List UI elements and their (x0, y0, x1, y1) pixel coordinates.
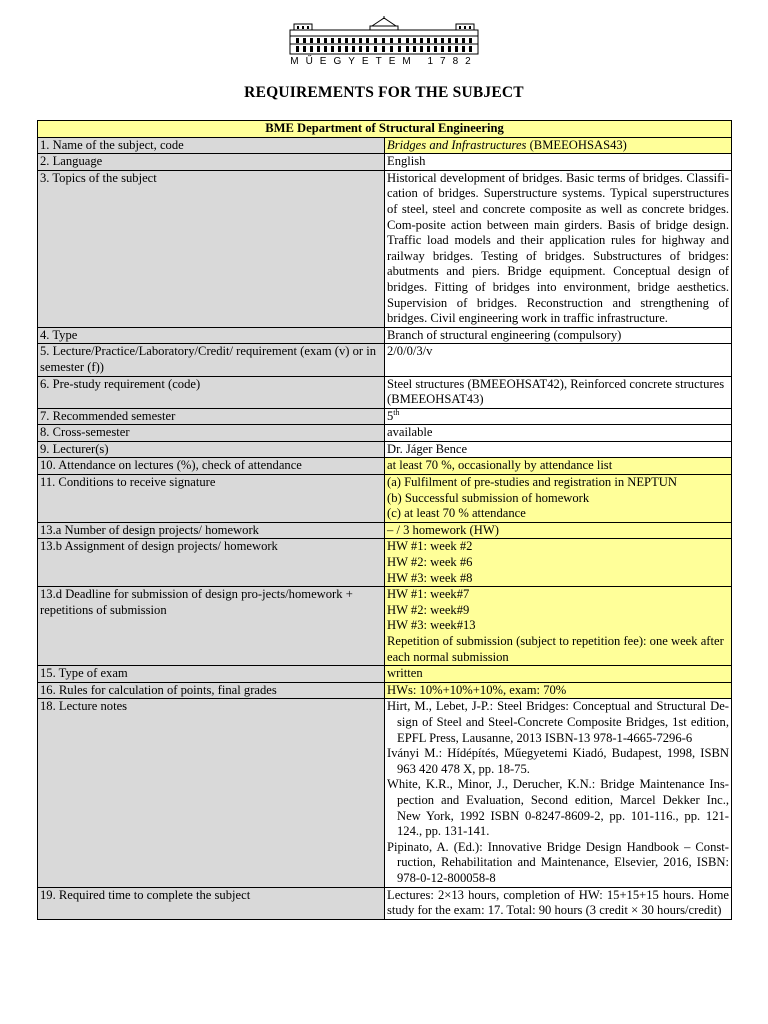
row-label: 19. Required time to complete the subject (38, 887, 385, 919)
row-label: 5. Lecture/Practice/Laboratory/Credit/ requirement (exam (v) or in semester (f)) (38, 344, 385, 376)
semester-value: 5 (387, 408, 394, 423)
assignment-schedule (385, 539, 732, 587)
table-row (38, 475, 732, 523)
row-label: 3. Topics of the subject (38, 170, 385, 327)
lecture-notes (385, 699, 732, 887)
table-row (38, 522, 732, 539)
number-projects-value: – / 3 homework (HW) (385, 522, 732, 539)
grading-rules-value: HWs: 10%+10%+10%, exam: 70% (385, 682, 732, 699)
row-label: 6. Pre-study requirement (code) (38, 376, 385, 408)
schedule-line: HW #1: week#7 (387, 587, 470, 602)
repetition-note: Repetition of submission (subject to repetition fee): one week after each normal submission (387, 634, 724, 664)
subject-name-cell (385, 137, 732, 154)
table-row (38, 327, 732, 344)
table-row (38, 682, 732, 699)
row-label: 2. Language (38, 154, 385, 171)
requirements-table (37, 120, 732, 920)
department-heading: BME Department of Structural Engineering (38, 121, 732, 138)
cross-semester-value: available (385, 425, 732, 442)
table-row (38, 425, 732, 442)
table-row (38, 408, 732, 425)
semester-cell (385, 408, 732, 425)
table-row (38, 666, 732, 683)
table-row (38, 699, 732, 887)
condition-line: (c) at least 70 % attendance (387, 506, 526, 521)
row-label: 13.b Assignment of design projects/ homework (38, 539, 385, 587)
topics-value: Historical development of bridges. Basic terms of bridges. Classifi-cation of bridges. Superstructure systems. Typical superstructures of steel, steel and concrete composite as well as concrete bridges. Com-posite action between main girders. Basis of bridge design. Traffic load models and their application rules for highway and railway bridges. Testing of bridges. Substructures of bridges: abutments and piers. Bridge equipment. Conceptual design of bridges. Fitting of bridges into environment, bridge aesthetics. Supervision of bridges. Reconstruction and strengthening of bridges. Civil engineering work in traffic infrastructure. (385, 170, 732, 327)
row-label: 10. Attendance on lectures (%), check of attendance (38, 458, 385, 475)
semester-suffix: th (393, 407, 400, 417)
reference-item: Iványi M.: Hídépítés, Műegyetemi Kiadó, Budapest, 1998, ISBN 963 420 478 X, pp. 18-75. (387, 746, 729, 776)
table-row (38, 441, 732, 458)
row-label: 13.d Deadline for submission of design pro-jects/homework + repetitions of submission (38, 587, 385, 666)
page-title: REQUIREMENTS FOR THE SUBJECT (244, 84, 524, 101)
table-row (38, 376, 732, 408)
table-header-row (38, 121, 732, 138)
schedule-line: HW #2: week#9 (387, 602, 470, 617)
university-building-icon (286, 16, 482, 56)
type-value: Branch of structural engineering (compulsory) (385, 327, 732, 344)
lecture-value: 2/0/0/3/v (385, 344, 732, 376)
row-label: 7. Recommended semester (38, 408, 385, 425)
schedule-line: HW #3: week#13 (387, 618, 476, 633)
logo-text: MŰEGYETEM 1782 (290, 56, 478, 67)
condition-line: (b) Successful submission of homework (387, 490, 590, 505)
exam-type-value: written (385, 666, 732, 683)
row-label: 1. Name of the subject, code (38, 137, 385, 154)
row-label: 4. Type (38, 327, 385, 344)
condition-line: (a) Fulfilment of pre-studies and registration in NEPTUN (387, 475, 677, 490)
schedule-line: HW #1: week #2 (387, 539, 473, 554)
subject-code: (BMEEOHSAS43) (526, 137, 627, 152)
lecturer-value: Dr. Jáger Bence (385, 441, 732, 458)
row-label: 11. Conditions to receive signature (38, 475, 385, 523)
row-label: 9. Lecturer(s) (38, 441, 385, 458)
language-value: English (385, 154, 732, 171)
row-label: 13.a Number of design projects/ homework (38, 522, 385, 539)
attendance-value: at least 70 %, occasionally by attendance list (385, 458, 732, 475)
row-label: 16. Rules for calculation of points, final grades (38, 682, 385, 699)
signature-conditions (385, 475, 732, 523)
schedule-line: HW #3: week #8 (387, 570, 473, 585)
table-row (38, 887, 732, 919)
table-row (38, 170, 732, 327)
deadline-schedule (385, 587, 732, 666)
subject-title: Bridges and Infrastructures (387, 137, 527, 152)
table-row (38, 458, 732, 475)
required-time-value: Lectures: 2×13 hours, completion of HW: 15+15+15 hours. Home study for the exam: 17. Total: 90 hours (3 credit × 30 hours/credit) (385, 887, 732, 919)
table-row (38, 154, 732, 171)
reference-item: Hirt, M., Lebet, J-P.: Steel Bridges: Conceptual and Structural De-sign of Steel and Steel-Concrete Composite Bridges, 1st edition, EPFL Press, Lausanne, 2013 ISBN-13 978-1-4665-7296-6 (387, 699, 729, 745)
table-row (38, 587, 732, 666)
table-row (38, 344, 732, 376)
prestudy-value: Steel structures (BMEEOHSAT42), Reinforced concrete structures (BMEEOHSAT43) (385, 376, 732, 408)
reference-item: White, K.R., Minor, J., Derucher, K.N.: Bridge Maintenance Ins-pection and Evaluation, Second edition, Marcel Dekker Inc., New York, 1992 ISBN 0-8247-8609-2, pp. 101-116., pp. 121-124., pp. 131-141. (387, 777, 729, 839)
university-logo (286, 16, 482, 74)
reference-item: Pipinato, A. (Ed.): Innovative Bridge Design Handbook – Const-ruction, Rehabilitation and Maintenance, Elsevier, 2016, ISBN: 978-0-12-800058-8 (387, 839, 729, 885)
row-label: 15. Type of exam (38, 666, 385, 683)
row-label: 8. Cross-semester (38, 425, 385, 442)
table-row (38, 539, 732, 587)
row-label: 18. Lecture notes (38, 699, 385, 887)
schedule-line: HW #2: week #6 (387, 555, 473, 570)
table-row (38, 137, 732, 154)
